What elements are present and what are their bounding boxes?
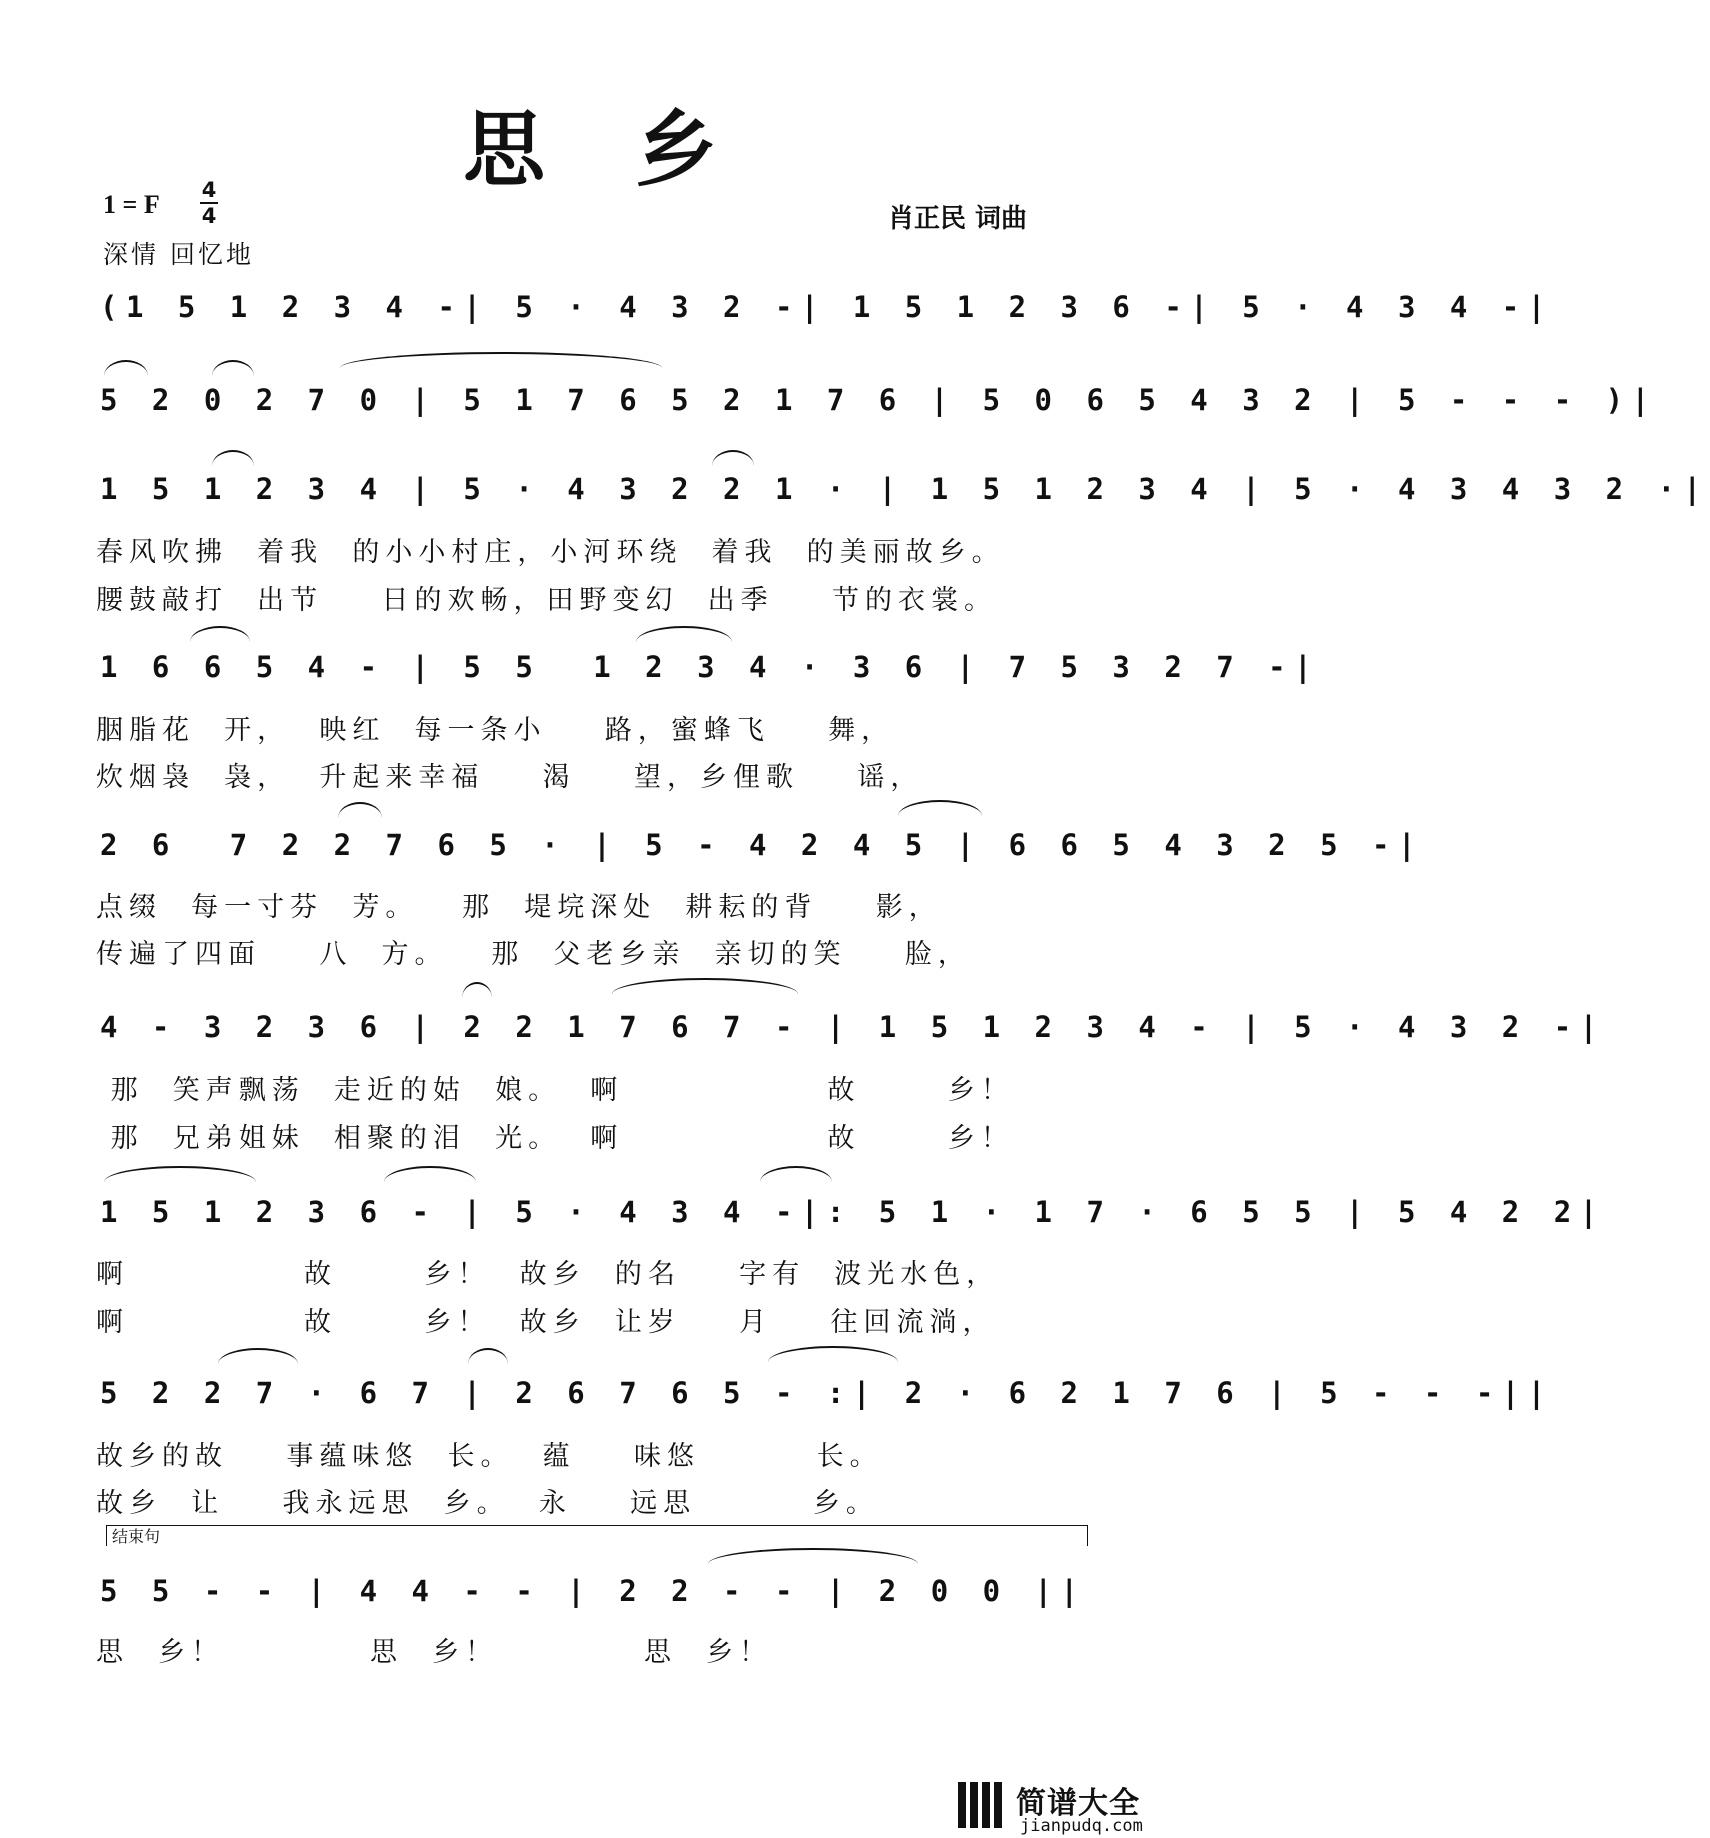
slur [768, 1346, 898, 1362]
slur [338, 802, 382, 818]
lyrics-verse-1: 啊 故 乡！ 故乡 的名 字有 波光水色， [96, 1259, 1000, 1290]
lyrics-verse-1: 胭脂花 开， 映红 每一条小 路，蜜蜂飞 舞， [96, 715, 895, 746]
lyrics-verse-1: 点缀 每一寸芬 芳。 那 堤垸深处 耕耘的背 影， [96, 892, 942, 923]
lyrics-verse-2: 故乡 让 我永远思 乡。 永 远思 乡。 [96, 1488, 879, 1519]
slur [708, 1548, 918, 1564]
notation-line-9: 5 5 - - | 4 4 - - | 2 2 - - | 2 0 0 || [100, 1574, 1087, 1608]
notation-line-4: 1 6 6 5 4 - | 5 5 1 2 3 4 · 3 6 | 7 5 3 2 7 -| [100, 650, 1321, 684]
time-sig-bottom: 4 [201, 204, 217, 228]
slur [612, 978, 798, 994]
slur [104, 360, 148, 376]
slur [104, 1166, 256, 1182]
lyrics-verse-2: 腰鼓敲打 出节 日的欢畅，田野变幻 出季 节的衣裳。 [96, 585, 997, 616]
lyrics-verse-2: 那 兄弟姐妹 相聚的泪 光。 啊 故 乡！ [96, 1123, 1014, 1154]
tempo-marking: 深情 回忆地 [103, 240, 254, 269]
notation-line-3: 1 5 1 2 3 4 | 5 · 4 3 2 2 1 · | 1 5 1 2 3 4 | 5 · 4 3 4 3 2 ·| [100, 472, 1710, 506]
slur [468, 1348, 508, 1364]
lyrics-verse-1: 思 乡！ 思 乡！ 思 乡！ [96, 1637, 773, 1668]
slur [760, 1166, 832, 1182]
key-signature: 1 = F [103, 190, 160, 219]
author-credit: 肖正民 词曲 [888, 204, 1028, 234]
lyrics-verse-2: 传遍了四面 八 方。 那 父老乡亲 亲切的笑 脸， [96, 939, 971, 970]
lyrics-verse-2: 炊烟袅 袅， 升起来幸福 渴 望，乡俚歌 谣， [96, 762, 924, 793]
slur [212, 360, 254, 376]
lyrics-verse-1: 故乡的故 事蕴味悠 长。 蕴 味悠 长。 [96, 1441, 883, 1472]
piano-keys-icon [958, 1782, 1008, 1828]
notation-line-1: (1 5 1 2 3 4 -| 5 · 4 3 2 -| 1 5 1 2 3 6 -| 5 · 4 3 4 -| [100, 290, 1554, 324]
slur [712, 450, 754, 466]
coda-bracket [106, 1525, 1088, 1546]
slur [212, 450, 254, 466]
notation-line-8: 5 2 2 7 · 6 7 | 2 6 7 6 5 - :| 2 · 6 2 1 7 6 | 5 - - -|| [100, 1376, 1554, 1410]
time-signature [198, 178, 220, 228]
slur [898, 800, 982, 816]
slur [340, 352, 662, 368]
page-title: 思乡 [462, 103, 807, 198]
notation-line-7: 1 5 1 2 3 6 - | 5 · 4 3 4 -|: 5 1 · 1 7 · 6 5 5 | 5 4 2 2| [100, 1195, 1606, 1229]
lyrics-verse-1: 那 笑声飘荡 走近的姑 娘。 啊 故 乡！ [96, 1075, 1014, 1106]
coda-label: 结束句 [112, 1527, 161, 1546]
time-sig-top: 4 [201, 178, 217, 202]
site-logo [958, 1778, 1172, 1836]
lyrics-verse-1: 春风吹拂 着我 的小小村庄，小河环绕 着我 的美丽故乡。 [96, 537, 1005, 568]
slur [636, 626, 732, 642]
lyrics-verse-2: 啊 故 乡！ 故乡 让岁 月 往回流淌， [96, 1307, 996, 1338]
notation-line-6: 4 - 3 2 3 6 | 2 2 1 7 6 7 - | 1 5 1 2 3 4 - | 5 · 4 3 2 -| [100, 1010, 1606, 1044]
notation-line-2: 5 2 0 2 7 0 | 5 1 7 6 5 2 1 7 6 | 5 0 6 5 4 3 2 | 5 - - - )| [100, 383, 1658, 417]
slur [384, 1166, 476, 1182]
slur [462, 982, 492, 998]
slur [218, 1348, 298, 1364]
notation-line-5: 2 6 7 2 2 7 6 5 · | 5 - 4 2 4 5 | 6 6 5 4 3 2 5 -| [100, 828, 1424, 862]
logo-url: jianpudq.com [1020, 1816, 1143, 1836]
slur [190, 626, 250, 642]
logo-name: 简谱大全 [1016, 1786, 1140, 1821]
